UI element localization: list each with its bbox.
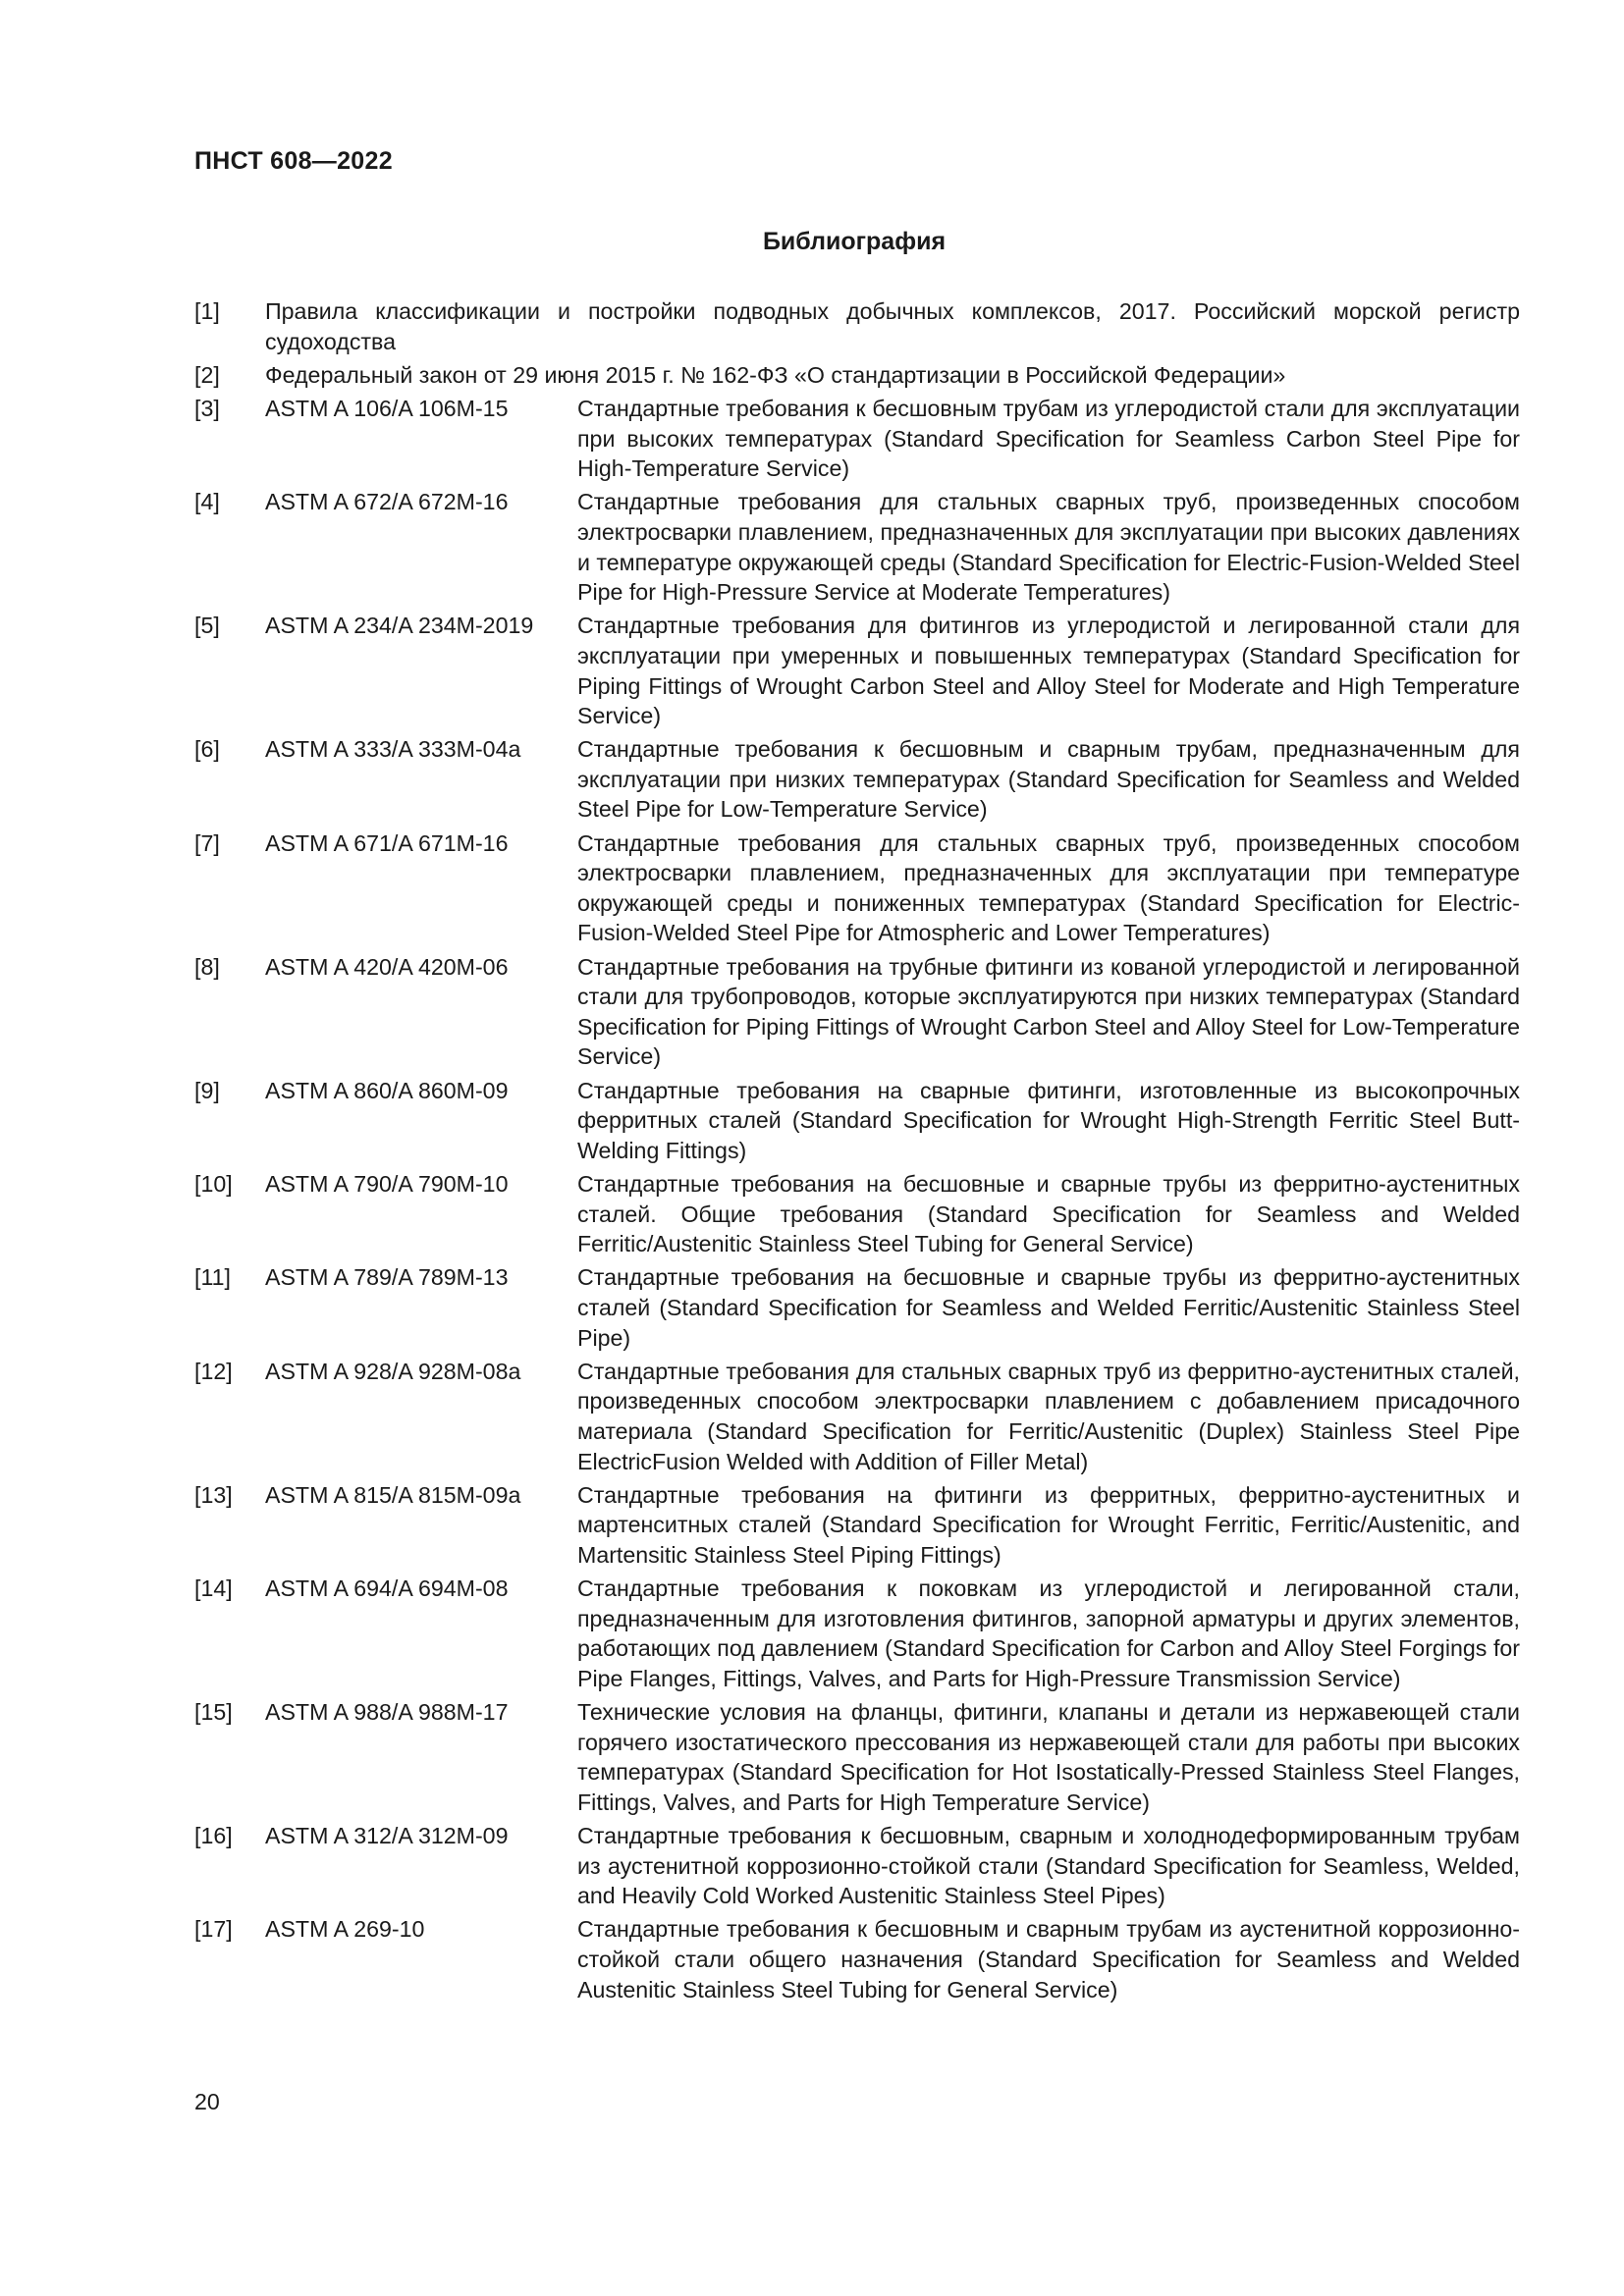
entry-number: [13]: [194, 1481, 233, 1508]
entry-description: Стандартные требования на фитинги из ферритных, ферритно-аустенитных и мартенситных сталей (Standard Specification for Wrought Ferritic, Ferritic/Austenitic, and Martensitic Stainless Steel Piping Fittings): [577, 1481, 1520, 1568]
bibliography-entry: [194, 952, 1520, 1072]
bibliography-entry: [194, 1697, 1520, 1817]
entry-standard-code: ASTM A 672/A 672M-16: [265, 489, 509, 515]
bibliography-entry: [194, 611, 1520, 730]
entry-description: Стандартные требования на сварные фитинги, изготовленные из высокопрочных ферритных сталей (Standard Specification for Wrought High-Strength Ferritic Steel Butt-Welding Fittings): [577, 1077, 1520, 1163]
entry-description: Стандартные требования к бесшовным, сварным и холоднодеформированным трубам из аустенитной коррозионно-стойкой стали (Standard Specification for Seamless, Welded, and Heavily Cold Worked Austenitic Stainless Steel Pipes): [577, 1823, 1520, 1909]
page-number: 20: [194, 2089, 220, 2114]
entry-standard-code: ASTM A 790/A 790M-10: [265, 1170, 509, 1197]
entry-standard-code: ASTM A 671/A 671M-16: [265, 829, 509, 856]
entry-number: [12]: [194, 1358, 233, 1384]
entry-description: Стандартные требования на бесшовные и сварные трубы из ферритно-аустенитных сталей (Standard Specification for Seamless and Welded Ferritic/Austenitic Stainless Steel Pipe): [577, 1264, 1520, 1351]
entry-number: [4]: [194, 489, 220, 515]
entry-number: [9]: [194, 1077, 220, 1103]
entry-standard-code: ASTM A 106/A 106M-15: [265, 395, 509, 421]
entry-number: [14]: [194, 1575, 233, 1602]
entry-standard-code: ASTM A 420/A 420M-06: [265, 953, 509, 980]
entry-description: Стандартные требования к поковкам из углеродистой и легированной стали, предназначенным для изготовления фитингов, запорной арматуры и других элементов, работающих под давлением (Standard Specification for Carbon and Alloy Steel Forgings for Pipe Flanges, Fittings, Valves, and Parts for High-Pressure Transmission Service): [577, 1575, 1520, 1691]
entry-description: Федеральный закон от 29 июня 2015 г. № 162-ФЗ «О стандартизации в Российской Федерации»: [265, 361, 1286, 388]
entry-standard-code: ASTM A 789/A 789M-13: [265, 1264, 509, 1291]
entry-number: [8]: [194, 953, 220, 980]
entry-standard-code: ASTM A 988/A 988M-17: [265, 1699, 509, 1726]
bibliography-entry: [194, 360, 1520, 391]
entry-standard-code: ASTM A 860/A 860M-09: [265, 1077, 509, 1103]
entry-number: [17]: [194, 1916, 233, 1943]
entry-standard-code: ASTM A 815/A 815M-09a: [265, 1481, 521, 1508]
entry-number: [11]: [194, 1264, 231, 1291]
bibliography-entry: [194, 1574, 1520, 1693]
entry-number: [1]: [194, 298, 220, 324]
entry-number: [10]: [194, 1170, 233, 1197]
entry-description: Стандартные требования для стальных сварных труб из ферритно-аустенитных сталей, произведенных способом электросварки плавлением с добавлением присадочного материала (Standard Specification for Ferritic/Austenitic (Duplex) Stainless Steel Pipe ElectricFusion Welded with Addition of Filler Metal): [577, 1358, 1520, 1474]
entry-number: [6]: [194, 736, 220, 763]
bibliography-entry: [194, 734, 1520, 825]
entry-number: [15]: [194, 1699, 233, 1726]
entry-description: Стандартные требования на бесшовные и сварные трубы из ферритно-аустенитных сталей. Общие требования (Standard Specification for Seamless and Welded Ferritic/Austenitic Stainless Steel Tubing for General Service): [577, 1170, 1520, 1257]
bibliography-entry: [194, 1357, 1520, 1476]
entry-number: [16]: [194, 1823, 233, 1848]
entry-description: Стандартные требования для стальных сварных труб, произведенных способом электросварки плавлением, предназначенных для эксплуатации при высоких давлениях и температуре окружающей среды (Standard Specification for Electric-Fusion-Welded Steel Pipe for High-Pressure Service at Moderate Temperatures): [577, 489, 1520, 606]
entry-standard-code: ASTM A 694/A 694M-08: [265, 1575, 509, 1602]
bibliography-entry: [194, 1480, 1520, 1571]
bibliography-list: [194, 296, 1520, 2008]
entry-standard-code: ASTM A 269-10: [265, 1916, 425, 1943]
bibliography-entry: [194, 828, 1520, 948]
entry-standard-code: ASTM A 312/A 312M-09: [265, 1823, 509, 1848]
entry-standard-code: ASTM A 333/A 333M-04a: [265, 736, 521, 763]
entry-number: [7]: [194, 829, 220, 856]
document-code: ПНСТ 608—2022: [194, 147, 393, 175]
entry-description: Стандартные требования для стальных сварных труб, произведенных способом электросварки плавлением, предназначенных для эксплуатации при температуре окружающей среды и пониженных температурах (Standard Specification for Electric-Fusion-Welded Steel Pipe for Atmospheric and Lower Temperatures): [577, 829, 1520, 946]
entry-description: Технические условия на фланцы, фитинги, клапаны и детали из нержавеющей стали горячего изостатического прессования из нержавеющей стали для работы при высоких температурах (Standard Specification for Hot Isostatically-Pressed Stainless Steel Flanges, Fittings, Valves, and Parts for High Temperature Service): [577, 1699, 1520, 1815]
entry-description: Стандартные требования к бесшовным и сварным трубам из аустенитной коррозионно-стойкой стали общего назначения (Standard Specification for Seamless and Welded Austenitic Stainless Steel Tubing for General Service): [577, 1916, 1520, 2002]
entry-number: [3]: [194, 395, 220, 421]
bibliography-entry: [194, 1262, 1520, 1353]
bibliography-entry: [194, 296, 1520, 356]
entry-description: Стандартные требования к бесшовным и сварным трубам, предназначенным для эксплуатации при низких температурах (Standard Specification for Seamless and Welded Steel Pipe for Low-Temperature Service): [577, 736, 1520, 823]
entry-description: Правила классификации и постройки подводных добычных комплексов, 2017. Российский морской регистр судоходства: [265, 298, 1520, 354]
entry-number: [5]: [194, 613, 220, 639]
entry-standard-code: ASTM A 234/A 234M-2019: [265, 613, 534, 639]
bibliography-entry: [194, 1821, 1520, 1911]
bibliography-entry: [194, 487, 1520, 607]
entry-number: [2]: [194, 361, 220, 388]
entry-standard-code: ASTM A 928/A 928M-08a: [265, 1358, 521, 1384]
bibliography-entry: [194, 1914, 1520, 2004]
entry-description: Стандартные требования для фитингов из углеродистой и легированной стали для эксплуатации при умеренных и повышенных температурах (Standard Specification for Piping Fittings of Wrought Carbon Steel and Alloy Steel for Moderate and High Temperature Service): [577, 613, 1520, 729]
entry-description: Стандартные требования к бесшовным трубам из углеродистой стали для эксплуатации при высоких температурах (Standard Specification for Seamless Carbon Steel Pipe for High-Temperature Service): [577, 395, 1520, 482]
section-title: Библиография: [762, 228, 947, 255]
bibliography-entry: [194, 394, 1520, 484]
bibliography-entry: [194, 1169, 1520, 1259]
entry-description: Стандартные требования на трубные фитинги из кованой углеродистой и легированной стали для трубопроводов, которые эксплуатируются при низких температурах (Standard Specification for Piping Fittings of Wrought Carbon Steel and Alloy Steel for Low-Temperature Service): [577, 953, 1520, 1070]
bibliography-entry: [194, 1076, 1520, 1166]
